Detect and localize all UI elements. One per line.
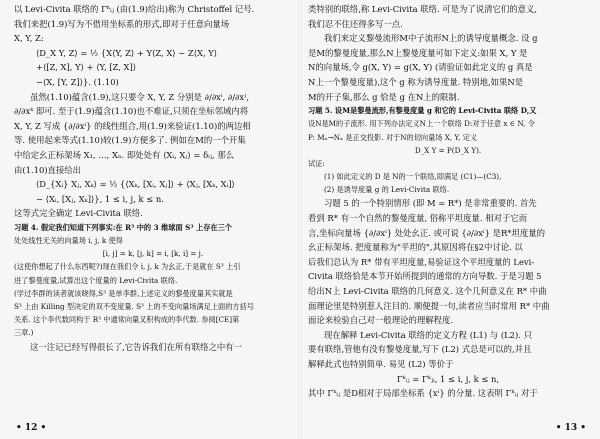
- text-line: 处处线性无关的向量场 i, j, k 使得: [14, 236, 123, 246]
- text-line: 类特别的联络,称 Levi-Civita 联络. 可是为了说清它们的意义,: [308, 4, 538, 14]
- text-line: ⟨D_X Y, Z⟩ = ½ {X⟨Y, Z⟩ + Y⟨Z, X⟩ − Z⟨X, Y⟩: [36, 47, 218, 58]
- text-line: 面论来检验自己对一般理论的理解程度.: [308, 315, 454, 326]
- text-line: −⟨X, [Y, Z]⟩}. (1.10): [36, 76, 119, 87]
- text-line: (学过李群的读者就该晓得,S³ 是单李群,上述定义的黎曼度量其实就是: [14, 288, 233, 298]
- text-line: 解释此式也特别简单. 易见 (L2) 等价于: [308, 359, 454, 369]
- text-line: 虽然(1.10)蕴含(1.9),这只要令 X, Y, Z 分别是 ∂/∂xⁱ, ∂/∂xʲ,: [30, 91, 249, 102]
- text-line: − ⟨Xᵢ, [Xⱼ, Xₖ]⟩}, 1 ≤ i, j, k ≤ n.: [36, 193, 164, 204]
- text-line: 等. 使用起来等式(1.10)较(1.9)方便多了. 例如在M的一个开集: [14, 135, 246, 146]
- text-line: M的开子集,那么 g 恰是 g 在N上的限制.: [308, 91, 460, 102]
- text-line: ∂/∂xᵏ 即可. 至于(1.9)蕴含(1.10)也不难证,只须在坐标邻域内将: [14, 106, 249, 117]
- text-line: D_X Y = P(D_X Y).: [414, 145, 482, 155]
- text-line: 试证:: [308, 158, 325, 168]
- text-line: Γᵏᵢⱼ = Γᵏⱼᵢ, 1 ≤ i, j, k ≤ n,: [396, 373, 500, 384]
- text-line: 这一注记已经写得很长了,它告诉我们在所有联络之中有一: [30, 341, 243, 352]
- text-line: P: Mₓ→Nₓ 是正交投影. 对于N的切向量场 X, Y, 定义: [308, 132, 478, 142]
- text-line: 言,坐标向量场 {∂/∂xⁱ} 处处幺正. 或可说 {∂/∂xⁱ} 是R*坦度量的: [308, 227, 545, 238]
- text-line: ⟨D_{Xᵢ} Xⱼ, Xₖ⟩ = ½ {⟨Xₖ, [Xᵢ, Xⱼ]⟩ + ⟨Xⱼ, [Xₖ, Xᵢ]⟩: [36, 179, 235, 190]
- text-line: N上一个黎曼度量),这个 g 称为诱导度量. 特别地,如果N是: [308, 76, 524, 87]
- text-line: 是M的黎曼度量,那么N上黎曼度量可如下定义:如果 X, Y 是: [308, 47, 528, 58]
- text-line: (1) 如此定义的 D 是 N的一个联络,即满足 (C1)—(C3),: [324, 172, 502, 182]
- text-line: 后我们总认为 R* 带有平坦度量,易验证这个平坦度量的 Levi-: [308, 256, 535, 267]
- text-line: X, Y, Z 写成 {∂/∂xⁱ} 的线性组合,用(1.9)来验证(1.10)的两边相: [14, 120, 251, 131]
- text-line: 以 Levi-Civita 联络的 Γᵏᵢⱼ (由(1.9)给出)称为 Christoffel 记号.: [14, 4, 255, 14]
- text-line: 三章.): [14, 328, 34, 338]
- text-line: 幺正标架场. 把度量称为"平坦的",其原因将在§2中讨论. 以: [308, 242, 523, 253]
- text-line: 要有联络,管他有没有黎曼度量,写下 (L2) 式总是可以的,并且: [308, 344, 532, 355]
- text-line: 这等式完全确定 Levi-Civita 联络.: [14, 208, 143, 219]
- text-line: 中给定幺正标架场 X₁, …, Xₙ. 即处处有 ⟨Xᵢ, Xⱼ⟩ = δᵢⱼ, 那么: [14, 149, 235, 160]
- text-line: 进了黎曼度量,试算出这个度量的 Levi-Civita 联络.: [14, 275, 178, 285]
- text-line: 我们忍不住还得多写一点.: [308, 18, 403, 29]
- text-line: 面理论里是特别惹人注目的. 顺便提一句,读者应当时常用 R* 中曲: [308, 300, 550, 311]
- text-line: 习题 4. 假定我们知道下列事实:在 R³ 中的 3 维球面 S³ 上存在三个: [14, 222, 232, 232]
- text-line: 习题 5 的一个特别情形 (即 M = R*) 是非常重要的. 首先: [324, 198, 537, 209]
- text-line: (这使你想起了什么东西呢?)现在我们令 i, j, k 为幺正,于是就在 S³ 上引: [14, 262, 241, 272]
- text-line: Civita 联络恰是本节开始所提到的通常的方向导数. 于是习题 5: [308, 271, 542, 282]
- text-line: [i, j] = k, [j, k] = i, [k, i] = j.: [102, 249, 204, 259]
- right-page-text: [308, 2, 588, 401]
- left-page-number: • 12 •: [16, 423, 47, 433]
- text-line: 由(1.10)直接给出: [14, 164, 82, 175]
- text-line: X, Y, Z:: [14, 33, 44, 44]
- right-page: [300, 0, 600, 439]
- text-line: 给出N上 Levi-Civita 联络的几何意义. 这个几何意义在 R* 中曲: [308, 286, 547, 297]
- text-line: 看到 R* 有一个自然的黎曼度量, 俗称平坦度量. 相对于它而: [308, 213, 528, 224]
- text-line: (2) 是诱导度量 g 的 Levi-Civita 联络.: [324, 185, 450, 195]
- left-page-text: [14, 2, 292, 354]
- right-page-number: • 13 •: [555, 423, 586, 433]
- text-line: S³ 上由 Killing 型决定的双不变度量. S³ 上的不变向量场满足上面的方括号: [14, 302, 254, 312]
- text-line: 我们来定义黎曼流形M中子流形N上的诱导度量概念. 设 g: [324, 33, 538, 44]
- text-line: 现在解释 Levi-Civita 联络的定义方程 (L1) 与 (L2). 只: [324, 329, 532, 340]
- text-line: 关系. 这个李代数同构于 R³ 中通常向量叉积构成的李代数. 参阅[CE]第: [14, 315, 240, 325]
- text-line: 设N是M的子流形. 用下列办法定义N上一个联络 D:对于任意 x ∈ N, 令: [308, 119, 535, 129]
- text-line: +⟨[Z, X], Y⟩ + ⟨Y, [Z, X]⟩: [36, 62, 137, 73]
- text-line: N的向量场,令 g(X, Y) = g(X, Y) (请验证如此定义的 g 真是: [308, 62, 533, 73]
- text-line: 我们来把(1.9)写为不借用坐标系的形式,即对于任意向量场: [14, 18, 230, 29]
- text-line: 习题 5. 设M是黎曼流形,有黎曼度量 g 和它的 Levi-Civita 联络 D,又: [308, 106, 537, 116]
- text-line: 其中 Γᵏᵢⱼ 是D相对于局部坐标系 {xⁱ} 的分量. 这表明 Γᵏᵢⱼ 对于: [308, 388, 538, 399]
